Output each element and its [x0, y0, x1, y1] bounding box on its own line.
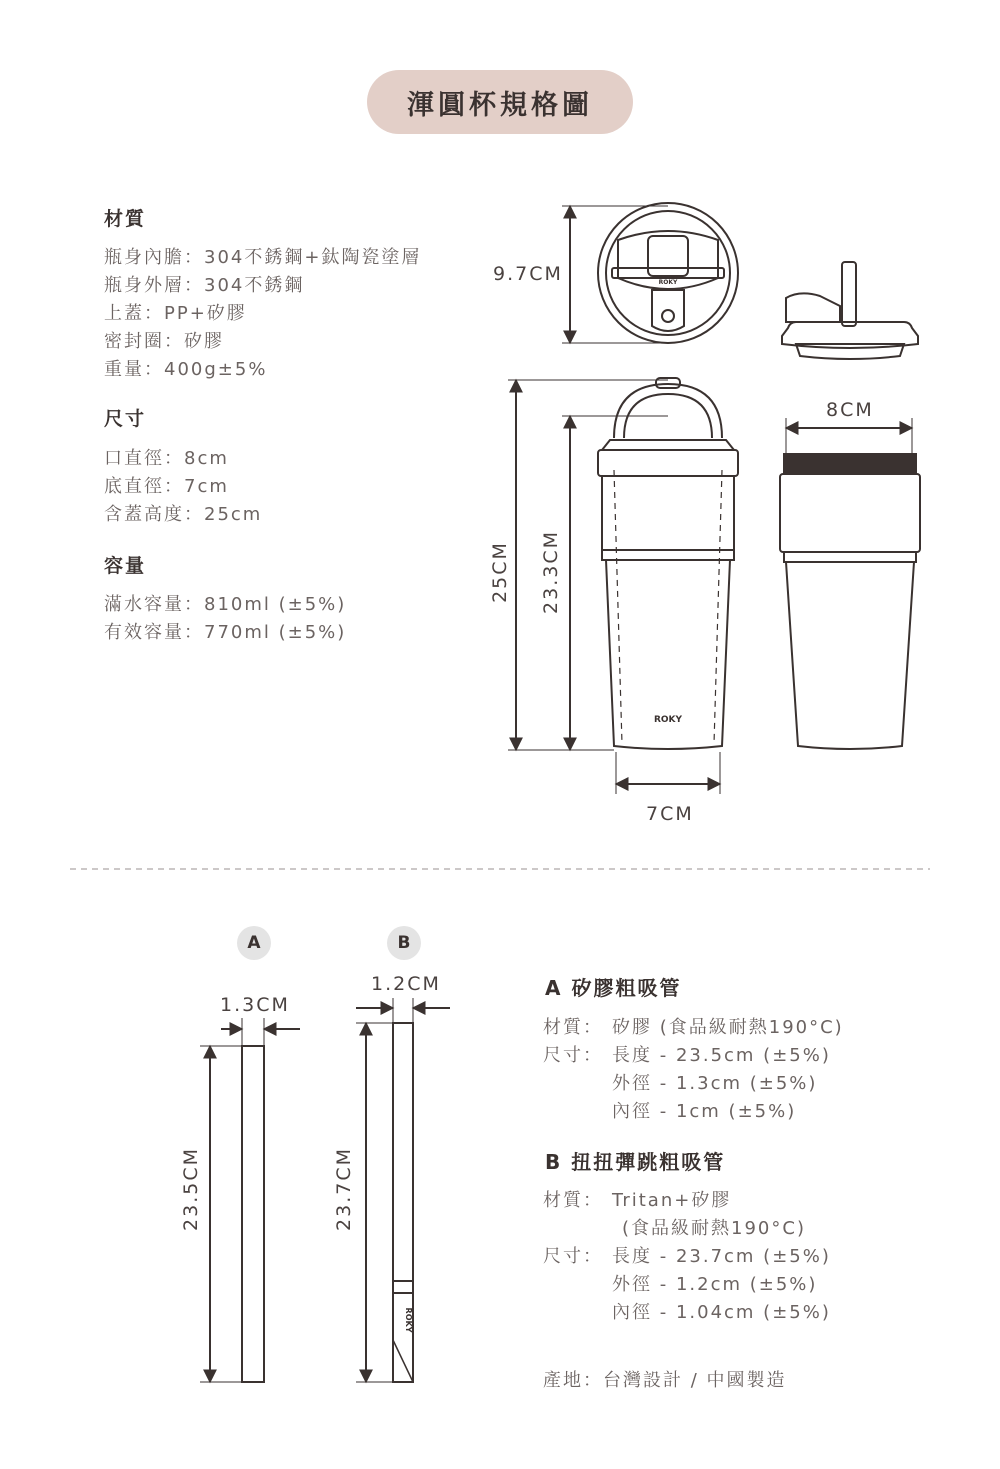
straw-a-size-line: 外徑 - 1.3cm (±5%) — [612, 1073, 818, 1094]
straw-b-size-label: 尺寸： — [543, 1246, 603, 1267]
straw-b-material-value: Tritan+矽膠 — [612, 1190, 732, 1211]
mouth-diameter-label: 8CM — [826, 399, 874, 421]
straw-b-length-label: 23.7CM — [333, 1147, 355, 1231]
brand-logo-cup: ROKY — [653, 715, 683, 725]
straw-a-material-label: 材質： — [543, 1017, 603, 1038]
material-line: 上蓋：PP+矽膠 — [104, 303, 247, 324]
material-line: 重量：400g±5% — [104, 359, 268, 380]
lid-diameter-label: 9.7CM — [493, 263, 563, 285]
straw-a-size-line: 內徑 - 1cm (±5%) — [612, 1101, 797, 1122]
brand-logo-lid: ROKY — [658, 279, 678, 286]
brand-logo-straw: ROKY — [404, 1307, 413, 1333]
straw-a-drawing — [242, 1046, 264, 1382]
straw-a-heading: A 矽膠粗吸管 — [545, 976, 682, 1000]
size-line: 含蓋高度：25cm — [104, 504, 263, 525]
material-line: 瓶身外層：304不銹鋼 — [104, 275, 305, 296]
size-heading: 尺寸 — [104, 408, 147, 430]
size-line: 底直徑：7cm — [104, 476, 229, 497]
total-height-label: 25CM — [489, 541, 511, 603]
material-line: 密封圈：矽膠 — [104, 331, 224, 352]
straw-a-size-line: 長度 - 23.5cm (±5%) — [612, 1045, 831, 1066]
straw-b-material-value-2: (食品級耐熱190°C) — [622, 1218, 806, 1239]
capacity-line: 滿水容量：810ml (±5%) — [104, 594, 347, 615]
straw-b-heading: B 扭扭彈跳粗吸管 — [545, 1150, 726, 1174]
base-diameter-label: 7CM — [646, 803, 694, 825]
cup-side-view — [780, 454, 920, 749]
lid-top-view — [598, 203, 738, 343]
straw-b-size-line: 長度 - 23.7cm (±5%) — [612, 1246, 831, 1267]
straw-b-badge: B — [387, 926, 421, 960]
capacity-line: 有效容量：770ml (±5%) — [104, 622, 347, 643]
cup-front-view — [598, 378, 738, 749]
straw-b-size-line: 外徑 - 1.2cm (±5%) — [612, 1274, 818, 1295]
straw-a-material-value: 矽膠 (食品級耐熱190°C) — [612, 1017, 844, 1038]
size-line: 口直徑：8cm — [104, 448, 229, 469]
page-title: 渾圓杯規格圖 — [367, 70, 633, 134]
origin-line: 產地：台灣設計 / 中國製造 — [543, 1370, 787, 1391]
straw-a-size-label: 尺寸： — [543, 1045, 603, 1066]
capacity-heading: 容量 — [104, 555, 147, 577]
straw-b-size-line: 內徑 - 1.04cm (±5%) — [612, 1302, 831, 1323]
lid-side-view — [782, 262, 918, 359]
straw-a-badge: A — [237, 926, 271, 960]
straw-b-width-label: 1.2CM — [371, 973, 441, 995]
body-height-label: 23.3CM — [540, 530, 562, 614]
straw-a-width-label: 1.3CM — [220, 994, 290, 1016]
straw-b-material-label: 材質： — [543, 1190, 603, 1211]
material-line: 瓶身內膽：304不銹鋼+鈦陶瓷塗層 — [104, 247, 422, 268]
straw-a-length-label: 23.5CM — [180, 1147, 202, 1231]
material-heading: 材質 — [104, 208, 147, 230]
